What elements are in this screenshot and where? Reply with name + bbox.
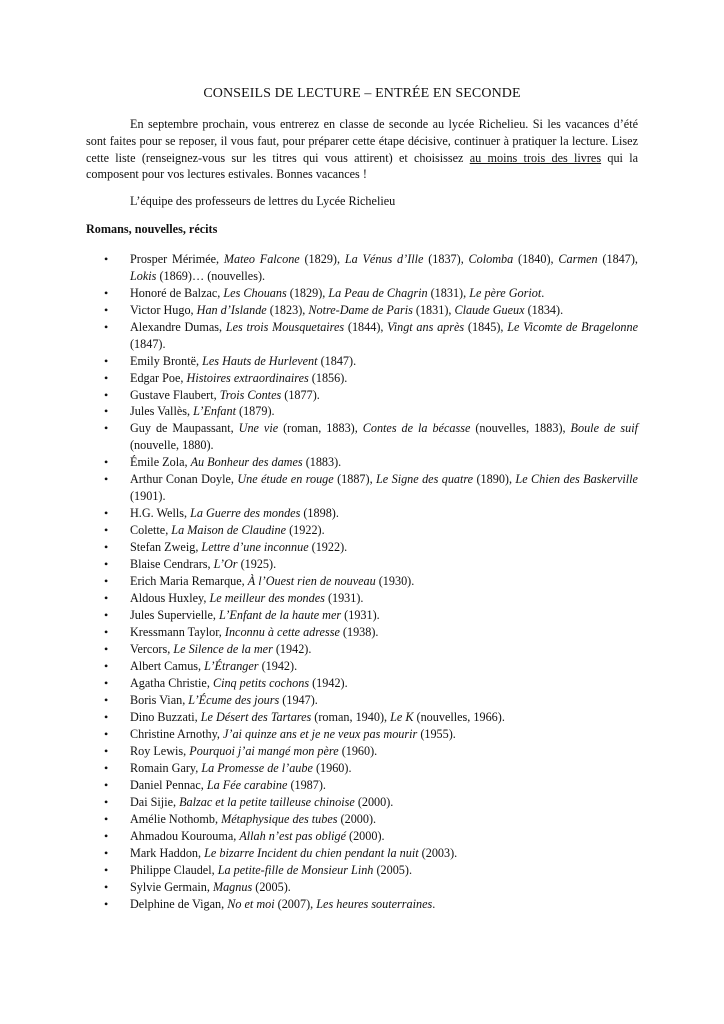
bullet-icon: • <box>104 692 109 707</box>
bullet-icon: • <box>104 624 109 639</box>
list-item-text: (2000). <box>345 828 385 843</box>
list-item-text: (1938). <box>339 624 379 639</box>
list-item <box>86 760 638 777</box>
list-item <box>86 319 638 353</box>
book-title: Magnus <box>212 879 253 894</box>
book-title: Lokis <box>130 268 157 283</box>
list-item-text: (nouvelles, 1883), <box>470 421 571 436</box>
bullet-icon: • <box>104 811 109 826</box>
list-item-text: (1901). <box>130 489 166 504</box>
book-title: Le K <box>390 709 414 724</box>
list-item <box>86 641 638 658</box>
list-item-text: Jules Supervielle, <box>130 607 220 622</box>
list-item-text: Dai Sijie, <box>130 794 180 809</box>
list-item-text: Delphine de Vigan, <box>130 896 228 911</box>
intro-text: En septembre prochain, vous entrerez en classe de seconde au lycée Richelieu. Si les vacances d’été sont faites pour se reposer, il vous faut, pour préparer cette étape décisive, continuer à pratiquer la lecture. Lisez cette liste (renseignez-vous sur les titres qui vous attirent) et choisissez <box>86 117 638 165</box>
bullet-icon: • <box>104 285 109 300</box>
list-item-text: (1856). <box>308 370 348 385</box>
list-item-text: Gustave Flaubert, <box>130 387 220 402</box>
list-item <box>86 403 638 420</box>
list-item-text: (1847). <box>317 353 357 368</box>
list-item-text: (1840), <box>513 252 559 266</box>
list-item-text: Erich Maria Remarque, <box>130 573 248 588</box>
book-title: Colomba <box>468 252 514 266</box>
bullet-icon: • <box>104 607 109 622</box>
list-item <box>86 370 638 387</box>
book-title: Cinq petits cochons <box>212 675 310 690</box>
bullet-icon: • <box>104 556 109 571</box>
list-item-text: (1942). <box>272 641 312 656</box>
list-item <box>86 896 638 913</box>
list-item-text: (2005). <box>373 862 412 877</box>
bullet-icon: • <box>104 760 109 775</box>
list-item-text: Arthur Conan Doyle, <box>130 472 238 487</box>
list-item-text: (1890), <box>473 472 516 487</box>
book-title: Vingt ans après <box>387 319 465 334</box>
book-title: La Vénus d’Ille <box>344 252 424 266</box>
list-item-text: Honoré de Balzac, <box>130 285 224 300</box>
list-item-text: (1942). <box>309 675 348 690</box>
list-item <box>86 251 638 285</box>
list-item <box>86 862 638 879</box>
bullet-icon: • <box>104 252 109 266</box>
list-item-text: (1877). <box>281 387 320 402</box>
list-item-text: (nouvelle, 1880). <box>130 438 214 453</box>
list-item <box>86 658 638 675</box>
list-item-text: (1834). <box>524 302 564 317</box>
book-title: L’Écume des jours <box>188 692 280 707</box>
book-title: L’Étranger <box>204 658 259 673</box>
list-item-text: (1829), <box>299 252 345 266</box>
list-item <box>86 353 638 370</box>
book-title: Inconnu à cette adresse <box>224 624 340 639</box>
list-item-text: (1930). <box>375 573 415 588</box>
bullet-icon: • <box>104 523 109 537</box>
bullet-icon: • <box>104 370 109 385</box>
list-item <box>86 709 638 726</box>
list-item <box>86 828 638 845</box>
list-item-text: (1845), <box>464 319 508 334</box>
book-title: Le Silence de la mer <box>173 641 273 656</box>
list-item <box>86 675 638 692</box>
bullet-icon: • <box>104 862 109 877</box>
list-item-text: (1869)… (nouvelles). <box>156 268 266 283</box>
book-title: La Guerre des mondes <box>190 506 301 521</box>
list-item-text: (1947). <box>279 692 318 707</box>
book-title: La Promesse de l’aube <box>201 760 313 775</box>
list-item-text: (1879). <box>235 404 275 419</box>
bullet-icon: • <box>104 404 109 419</box>
list-item <box>86 777 638 794</box>
book-title: Carmen <box>558 252 598 266</box>
list-item <box>86 607 638 624</box>
bullet-icon: • <box>104 879 109 894</box>
list-item <box>86 692 638 709</box>
book-title: Lettre d’une inconnue <box>201 539 309 554</box>
list-item <box>86 522 638 539</box>
book-title: Métaphysique des tubes <box>221 811 338 826</box>
list-item-text: Prosper Mérimée, <box>130 252 224 266</box>
book-title: Claude Gueux <box>454 302 525 317</box>
book-title: Mateo Falcone <box>223 252 300 266</box>
book-title: Les Chouans <box>223 285 287 300</box>
book-title: Une vie <box>238 421 279 436</box>
list-item-text: Guy de Maupassant, <box>130 421 239 436</box>
book-title: Han d’Islande <box>196 302 267 317</box>
bullet-icon: • <box>104 675 109 690</box>
bullet-icon: • <box>104 828 109 843</box>
list-item-text: (roman, 1940), <box>311 709 391 724</box>
book-title: Histoires extraordinaires <box>186 370 309 385</box>
list-item <box>86 387 638 404</box>
list-item-text: (nouvelles, 1966). <box>413 709 505 724</box>
book-title: Le père Goriot <box>469 285 542 300</box>
bullet-icon: • <box>104 573 109 588</box>
list-item-text: Philippe Claudel, <box>130 862 218 877</box>
list-item-text: (1829), <box>286 285 329 300</box>
book-title: La petite-fille de Monsieur Linh <box>217 862 374 877</box>
book-title: Le Signe des quatre <box>376 472 474 487</box>
list-item-text: (1898). <box>300 506 339 521</box>
bullet-icon: • <box>104 794 109 809</box>
list-item-text: Christine Arnothy, <box>130 726 223 741</box>
book-title: La Fée carabine <box>206 777 288 792</box>
list-item-text: Roy Lewis, <box>130 743 190 758</box>
list-item <box>86 743 638 760</box>
list-item-text: Daniel Pennac, <box>130 777 207 792</box>
list-item <box>86 556 638 573</box>
list-item-text: Colette, <box>130 523 172 537</box>
book-list <box>86 251 638 913</box>
intro-text-end: qui la composent pour vos lectures estivales. Bonnes vacances ! <box>86 150 639 182</box>
bullet-icon: • <box>104 319 109 334</box>
list-item-text: (1955). <box>417 726 456 741</box>
bullet-icon: • <box>104 590 109 605</box>
book-title: Boule de suif <box>570 421 639 436</box>
book-title: La Maison de Claudine <box>171 523 287 537</box>
bullet-icon: • <box>104 658 109 673</box>
book-title: Le Désert des Tartares <box>200 709 312 724</box>
list-item-text: (2007), <box>274 896 317 911</box>
list-item-text: (roman, 1883), <box>278 421 363 436</box>
list-item-text: Sylvie Germain, <box>130 879 213 894</box>
list-item-text: Romain Gary, <box>130 760 202 775</box>
list-item <box>86 471 638 505</box>
list-item-text: (2000). <box>354 794 394 809</box>
list-item-text: . <box>541 285 545 300</box>
bullet-icon: • <box>104 743 109 758</box>
book-title: J’ai quinze ans et je ne veux pas mourir <box>222 726 418 741</box>
list-item-text: Boris Vian, <box>130 692 189 707</box>
book-title: Au Bonheur des dames <box>190 455 303 470</box>
book-title: Balzac et la petite tailleuse chinoise <box>179 794 355 809</box>
list-item-text: (1837), <box>423 252 469 266</box>
list-item-text: Kressmann Taylor, <box>130 624 225 639</box>
bullet-icon: • <box>104 387 109 402</box>
list-item-text: Mark Haddon, <box>130 845 205 860</box>
bullet-icon: • <box>104 302 109 317</box>
book-title: Pourquoi j’ai mangé mon père <box>189 743 339 758</box>
list-item-text: Agatha Christie, <box>130 675 213 690</box>
list-item <box>86 794 638 811</box>
list-item-text: Edgar Poe, <box>130 370 187 385</box>
list-item-text: (1960). <box>338 743 378 758</box>
list-item-text: (1942). <box>258 658 298 673</box>
list-item-text: (1931). <box>341 607 380 622</box>
book-title: La Peau de Chagrin <box>328 285 428 300</box>
book-title: Allah n’est pas obligé <box>239 828 346 843</box>
list-item-text: Albert Camus, <box>130 658 205 673</box>
book-title: Contes de la bécasse <box>362 421 471 436</box>
bullet-icon: • <box>104 421 109 436</box>
list-item <box>86 420 638 454</box>
list-item-text: H.G. Wells, <box>130 506 191 521</box>
list-item-text: (1931). <box>324 590 364 605</box>
book-title: L’Or <box>213 556 238 571</box>
bullet-icon: • <box>104 777 109 792</box>
list-item-text: Alexandre Dumas, <box>130 319 226 334</box>
list-item-text: (1922). <box>308 539 348 554</box>
list-item <box>86 811 638 828</box>
list-item <box>86 590 638 607</box>
list-item-text: (1922). <box>286 523 325 537</box>
list-item-text: Ahmadou Kourouma, <box>130 828 240 843</box>
list-item <box>86 539 638 556</box>
list-item-text: Émile Zola, <box>130 455 191 470</box>
book-title: No et moi <box>227 896 275 911</box>
list-item-text: Stefan Zweig, <box>130 539 202 554</box>
list-item-text: Blaise Cendrars, <box>130 556 214 571</box>
list-item-text: Amélie Nothomb, <box>130 811 222 826</box>
list-item <box>86 302 638 319</box>
book-title: Le Chien des Baskerville <box>515 472 638 487</box>
bullet-icon: • <box>104 845 109 860</box>
book-title: Les trois Mousquetaires <box>225 319 345 334</box>
list-item-text: (1883). <box>302 455 342 470</box>
book-title: Le Vicomte de Bragelonne <box>507 319 639 334</box>
page-title: CONSEILS DE LECTURE – ENTRÉE EN SECONDE <box>203 86 521 101</box>
list-item <box>86 454 638 471</box>
list-item-text: Dino Buzzati, <box>130 709 201 724</box>
list-item-text: (2005). <box>252 879 291 894</box>
list-item-text: (1844), <box>344 319 388 334</box>
bullet-icon: • <box>104 641 109 656</box>
list-item-text: (1987). <box>287 777 326 792</box>
list-item <box>86 879 638 896</box>
list-item-text: (1925). <box>237 556 277 571</box>
book-title: Une étude en rouge <box>237 472 334 487</box>
book-title: L’Enfant de la haute mer <box>219 607 342 622</box>
list-item-text: (2000). <box>337 811 377 826</box>
list-item-text: (1831), <box>412 302 455 317</box>
bullet-icon: • <box>104 353 109 368</box>
bullet-icon: • <box>104 726 109 741</box>
book-title: À l’Ouest rien de nouveau <box>247 573 376 588</box>
list-item-text: (1847). <box>130 336 166 351</box>
list-item-text: (1831), <box>427 285 470 300</box>
list-item <box>86 726 638 743</box>
bullet-icon: • <box>104 539 109 554</box>
list-item <box>86 285 638 302</box>
list-item-text: . <box>432 896 436 911</box>
book-title: Notre-Dame de Paris <box>308 302 413 317</box>
book-title: Trois Contes <box>219 387 282 402</box>
list-item-text: Victor Hugo, <box>130 302 197 317</box>
book-title: Les Hauts de Hurlevent <box>202 353 318 368</box>
book-title: Les heures souterraines <box>316 896 433 911</box>
bullet-icon: • <box>104 455 109 470</box>
list-item-text: (1887), <box>333 472 377 487</box>
book-title: Le bizarre Incident du chien pendant la nuit <box>204 845 419 860</box>
list-item-text: (2003). <box>418 845 458 860</box>
bullet-icon: • <box>104 506 109 521</box>
bullet-icon: • <box>104 896 109 911</box>
intro-paragraph <box>86 116 638 183</box>
list-item <box>86 573 638 590</box>
list-item <box>86 624 638 641</box>
section-heading: Romans, nouvelles, récits <box>86 222 218 236</box>
list-item <box>86 845 638 862</box>
list-item-text: (1960). <box>312 760 352 775</box>
book-title: Le meilleur des mondes <box>209 590 325 605</box>
list-item-text: Vercors, <box>130 641 174 656</box>
bullet-icon: • <box>104 472 109 487</box>
list-item-text: (1847), <box>597 252 638 266</box>
signature: L’équipe des professeurs de lettres du Lycée Richelieu <box>130 194 396 208</box>
book-title: L’Enfant <box>193 404 236 419</box>
list-item-text: (1823), <box>266 302 309 317</box>
list-item-text: Emily Brontë, <box>130 353 203 368</box>
list-item-text: Jules Vallès, <box>130 404 194 419</box>
list-item-text: Aldous Huxley, <box>130 590 210 605</box>
list-item <box>86 505 638 522</box>
intro-underlined-text: au moins trois des livres <box>469 150 602 165</box>
bullet-icon: • <box>104 709 109 724</box>
